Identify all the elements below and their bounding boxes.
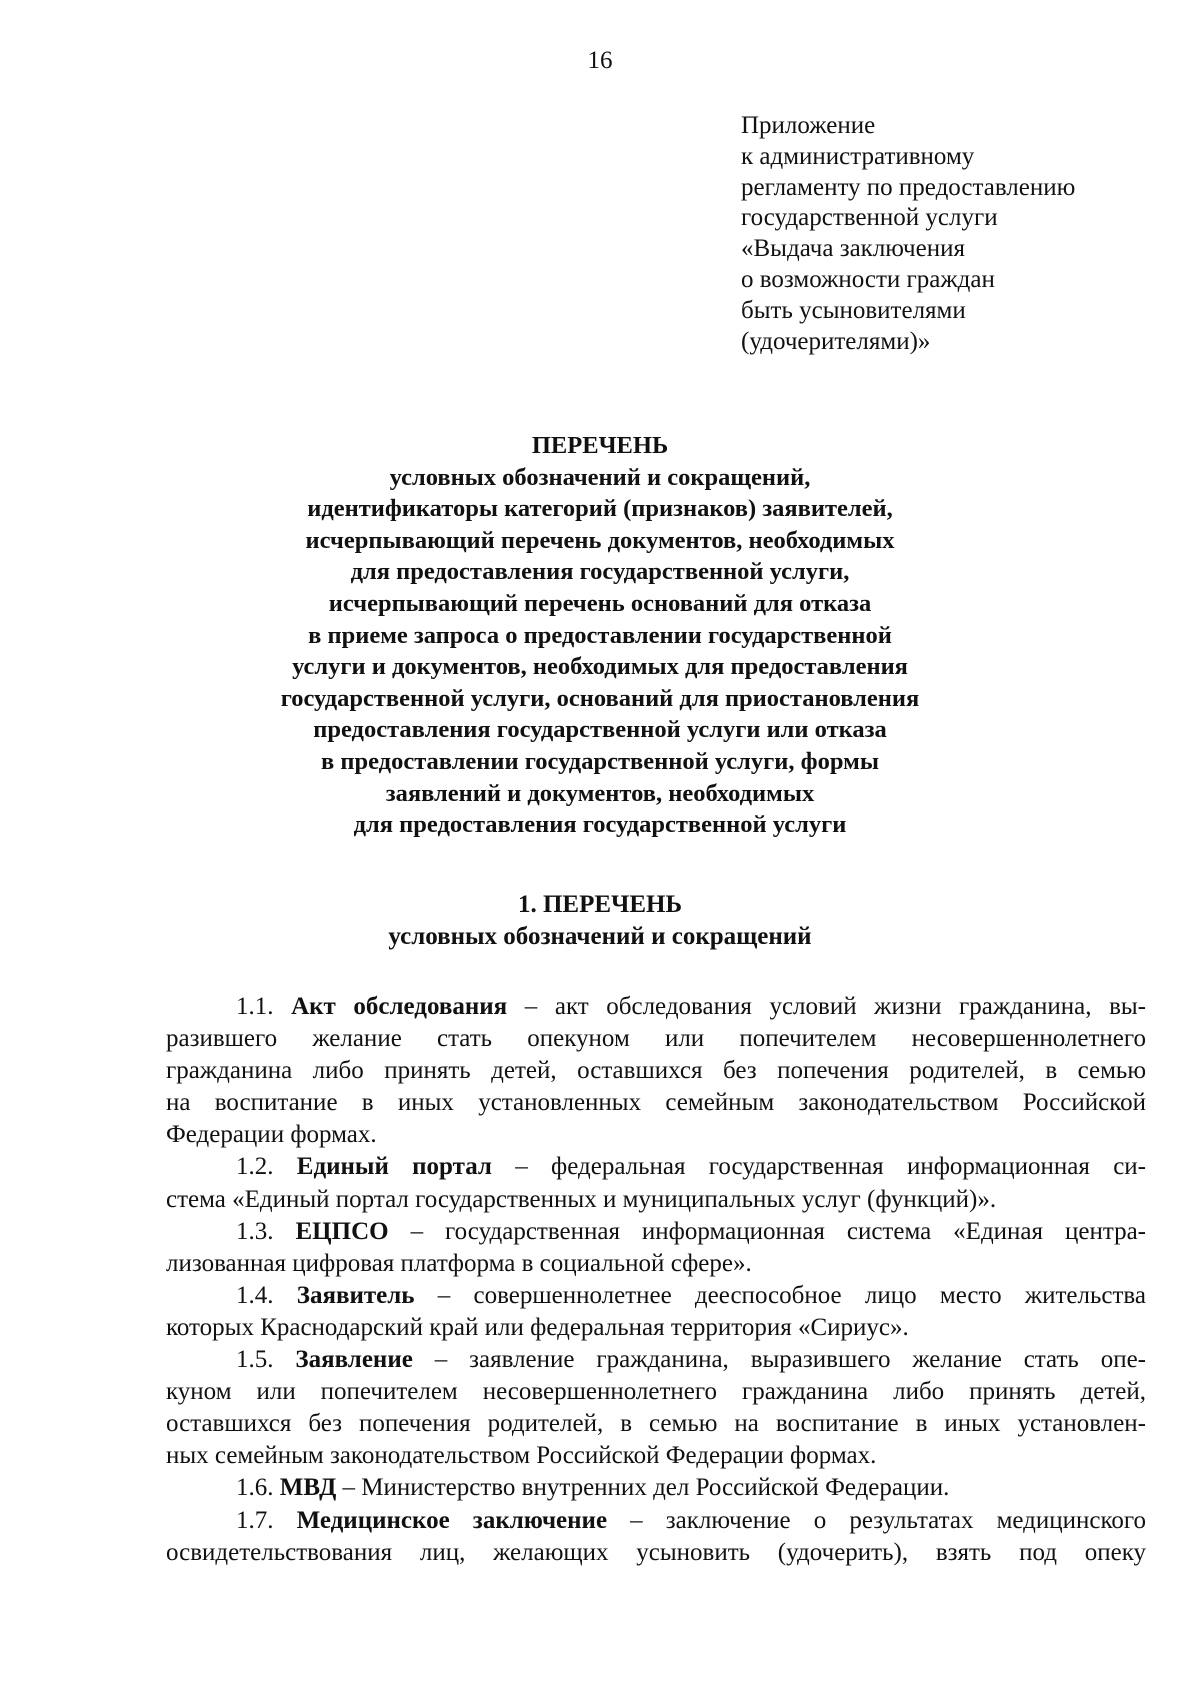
definition-text: – государственная информационная система «Единая центра-	[388, 1217, 1147, 1245]
definition-first-line	[166, 1216, 1146, 1248]
definition-first-line	[166, 991, 1146, 1023]
definition-number: 1.1.	[236, 993, 274, 1020]
definition-text-line: гражданина либо принять детей, оставшихся без попечения родителей, в семью	[166, 1057, 1146, 1085]
definition-item	[166, 1216, 1146, 1280]
page-number: 16	[587, 47, 613, 74]
section-heading-subtitle: условных обозначений и сокращений	[388, 923, 812, 950]
title-line: предоставления государственной услуги или отказа	[313, 716, 887, 744]
section-heading	[0, 889, 1200, 953]
definition-first-line	[166, 1505, 1146, 1537]
definition-text: – федеральная государственная информационная си-	[491, 1153, 1146, 1181]
section-heading-number: 1. ПЕРЕЧЕНЬ	[517, 891, 683, 918]
definition-text-line: куном или попечителем несовершеннолетнего гражданина либо принять детей,	[166, 1378, 1146, 1406]
definition-first-line	[166, 1344, 1146, 1376]
definition-term: МВД	[279, 1474, 337, 1502]
title-line: ПЕРЕЧЕНЬ	[531, 432, 669, 459]
definition-text-line: которых Краснодарский край или федеральная территория «Сириус».	[166, 1313, 909, 1341]
document-title	[0, 430, 1200, 841]
definition-item	[166, 1344, 1146, 1472]
definition-text: – заявление гражданина, выразившего желание стать опе-	[412, 1346, 1146, 1374]
definition-first-line	[166, 1151, 1146, 1183]
title-line: исчерпывающий перечень оснований для отказа	[328, 589, 872, 617]
appendix-line: (удочерителями)»	[741, 327, 931, 355]
appendix-line: быть усыновителями	[741, 296, 966, 324]
definition-term: Заявление	[295, 1346, 413, 1374]
definition-item	[166, 1472, 1146, 1504]
definition-first-line	[166, 1280, 1146, 1312]
definition-item	[166, 1151, 1146, 1215]
definition-text-line: стема «Единый портал государственных и муниципальных услуг (функций)».	[166, 1185, 997, 1213]
appendix-line: регламенту по предоставлению	[741, 173, 1076, 201]
definition-number: 1.2.	[236, 1153, 274, 1181]
title-line: в приеме запроса о предоставлении государственной	[308, 621, 892, 649]
definitions-list	[166, 991, 1146, 1569]
definition-number: 1.5.	[236, 1346, 274, 1374]
appendix-line: «Выдача заключения	[741, 235, 965, 263]
title-line: в предоставлении государственной услуги, формы	[321, 747, 879, 775]
definition-text: – акт обследования условий жизни гражданина, вы-	[507, 993, 1146, 1020]
definition-number: 1.3.	[236, 1217, 274, 1245]
definition-text: – совершеннолетнее дееспособное лицо место жительства	[414, 1281, 1147, 1309]
definition-text-line: Федерации формах.	[166, 1121, 377, 1149]
definition-text-line: разившего желание стать опекуном или попечителем несовершеннолетнего	[166, 1025, 1146, 1053]
title-line: идентификаторы категорий (признаков) заявителей,	[307, 495, 893, 523]
title-line: условных обозначений и сокращений,	[389, 463, 811, 491]
definition-text-line: ных семейным законодательством Российской Федерации формах.	[166, 1442, 877, 1470]
definition-term: Единый портал	[296, 1153, 492, 1181]
definition-number: 1.6.	[236, 1474, 274, 1502]
definition-text-line: освидетельствования лиц, желающих усыновить (удочерить), взять под опеку	[166, 1538, 1146, 1566]
definition-term: Заявитель	[296, 1281, 415, 1309]
title-line: для предоставления государственной услуги,	[350, 558, 850, 586]
definition-term: Акт обследования	[291, 993, 508, 1020]
definition-number: 1.7.	[236, 1506, 274, 1534]
appendix-line: Приложение	[741, 112, 876, 139]
definition-text: – заключение о результатах медицинского	[607, 1506, 1147, 1534]
definition-item	[166, 1505, 1146, 1569]
title-line: услуги и документов, необходимых для предоставления	[292, 653, 908, 681]
appendix-line: о возможности граждан	[741, 265, 995, 293]
definition-text: – Министерство внутренних дел Российской Федерации.	[336, 1474, 950, 1502]
title-line: заявлений и документов, необходимых	[385, 779, 815, 807]
definition-item	[166, 1280, 1146, 1344]
appendix-line: государственной услуги	[741, 204, 998, 232]
title-line: для предоставления государственной услуги	[353, 811, 847, 839]
definition-term: Медицинское заключение	[296, 1506, 608, 1534]
appendix-line: к административному	[741, 142, 975, 170]
appendix-note	[741, 111, 1161, 357]
definition-text-line: лизованная цифровая платформа в социальной сфере».	[166, 1249, 752, 1277]
definition-first-line	[166, 1472, 1146, 1504]
title-line: исчерпывающий перечень документов, необходимых	[305, 526, 895, 554]
definition-term: ЕЦПСО	[295, 1217, 389, 1245]
definition-text-line: на воспитание в иных установленных семейным законодательством Российской	[166, 1089, 1146, 1117]
definition-number: 1.4.	[236, 1281, 274, 1309]
title-line: государственной услуги, оснований для приостановления	[280, 684, 920, 712]
definition-text-line: оставшихся без попечения родителей, в семью на воспитание в иных установлен-	[166, 1410, 1146, 1438]
definition-item	[166, 991, 1146, 1151]
